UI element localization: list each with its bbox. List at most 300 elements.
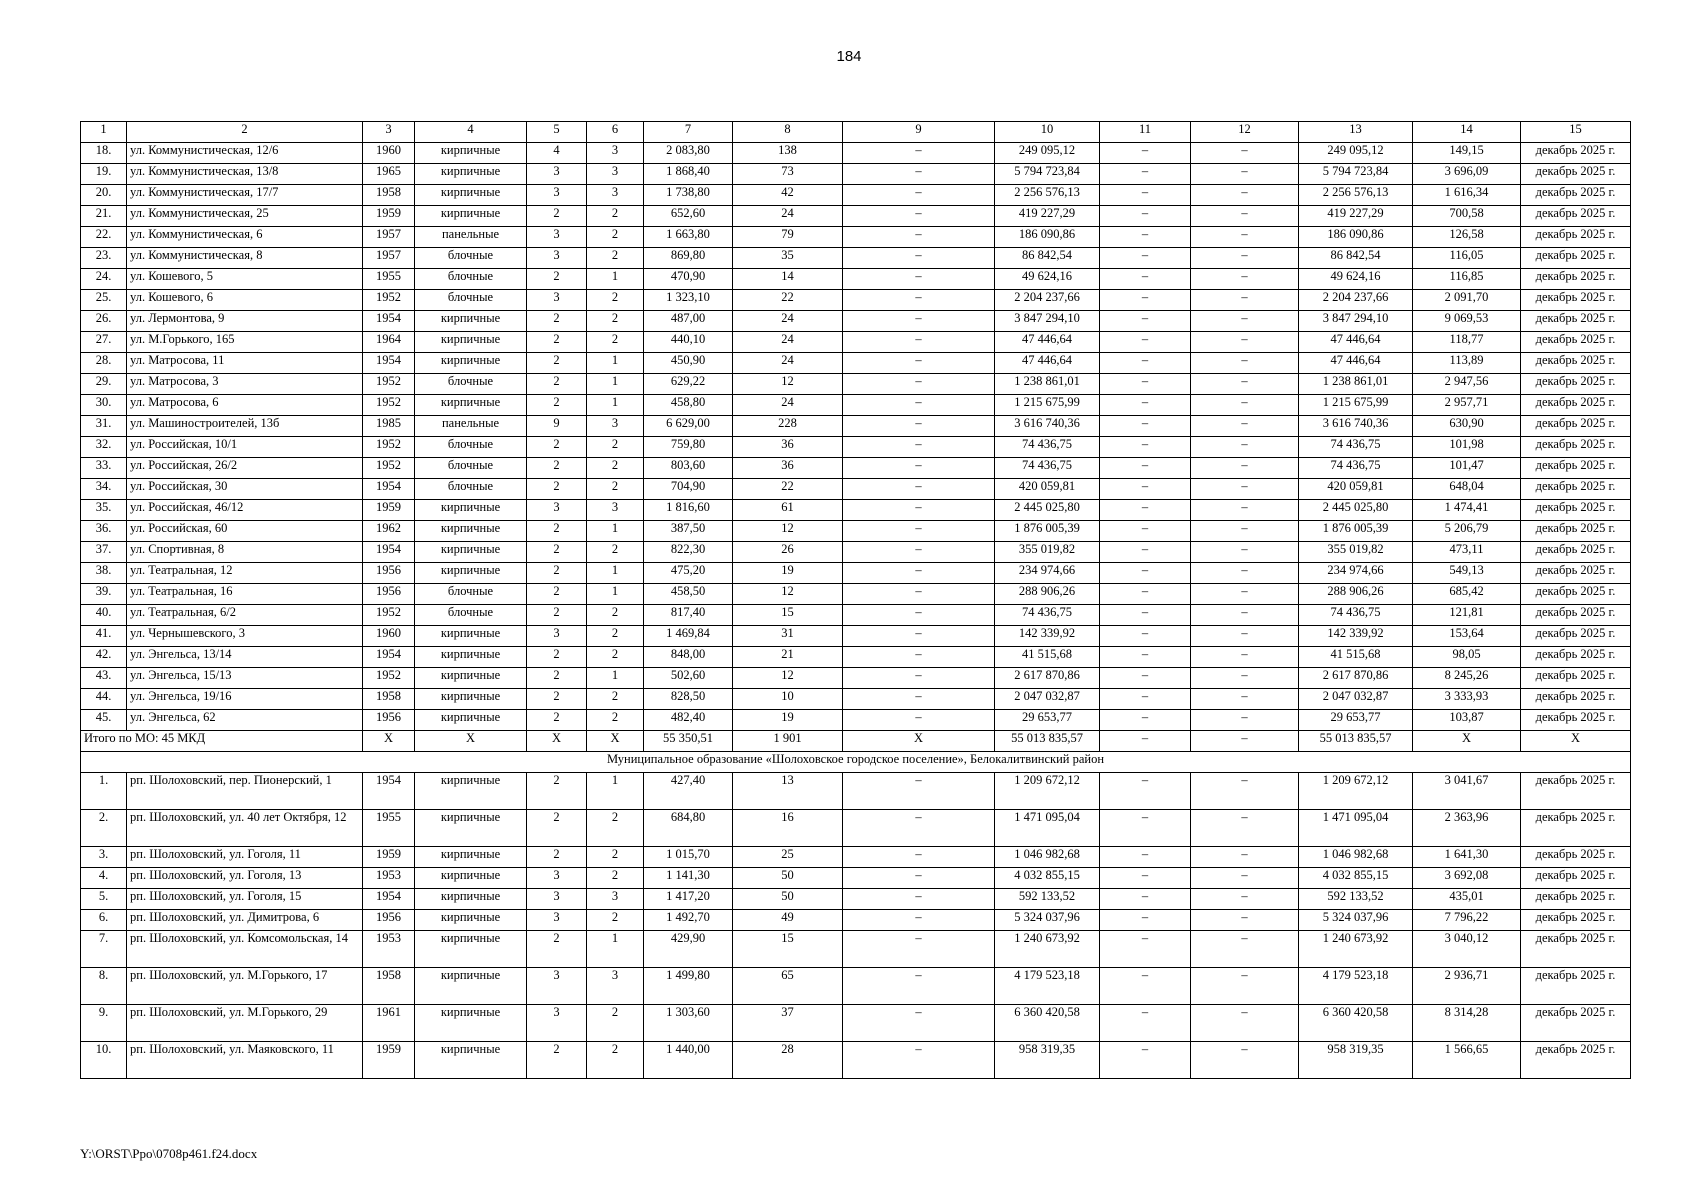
- table-cell: кирпичные: [415, 910, 527, 931]
- address-cell: ул. Коммунистическая, 25: [127, 206, 363, 227]
- table-cell: 2: [587, 1005, 644, 1042]
- table-cell: кирпичные: [415, 668, 527, 689]
- table-cell: –: [1100, 500, 1191, 521]
- table-cell: 38.: [81, 563, 127, 584]
- table-cell: 1 471 095,04: [995, 810, 1100, 847]
- table-cell: 487,00: [644, 311, 733, 332]
- table-cell: 2: [587, 847, 644, 868]
- table-cell: декабрь 2025 г.: [1521, 353, 1631, 374]
- table-cell: 1 141,30: [644, 868, 733, 889]
- address-cell: рп. Шолоховский, ул. М.Горького, 17: [127, 968, 363, 1005]
- table-cell: 8 245,26: [1413, 668, 1521, 689]
- table-cell: 759,80: [644, 437, 733, 458]
- table-cell: –: [1100, 542, 1191, 563]
- table-cell: 34.: [81, 479, 127, 500]
- address-cell: рп. Шолоховский, ул. М.Горького, 29: [127, 1005, 363, 1042]
- table-row: [81, 810, 1631, 847]
- address-cell: рп. Шолоховский, ул. Димитрова, 6: [127, 910, 363, 931]
- table-row: [81, 500, 1631, 521]
- table-cell: 6 360 420,58: [1299, 1005, 1413, 1042]
- table-cell: 138: [733, 143, 843, 164]
- table-row: [81, 143, 1631, 164]
- table-cell: –: [1191, 521, 1299, 542]
- column-number-header: 15: [1521, 122, 1631, 143]
- table-cell: –: [1100, 143, 1191, 164]
- table-cell: декабрь 2025 г.: [1521, 395, 1631, 416]
- table-cell: –: [843, 374, 995, 395]
- table-cell: 1954: [363, 479, 415, 500]
- table-cell: кирпичные: [415, 889, 527, 910]
- table-cell: 1 474,41: [1413, 500, 1521, 521]
- table-cell: 1956: [363, 910, 415, 931]
- total-cell: X: [527, 731, 587, 752]
- table-row: [81, 584, 1631, 605]
- table-cell: 20.: [81, 185, 127, 206]
- table-cell: 149,15: [1413, 143, 1521, 164]
- table-cell: –: [1100, 931, 1191, 968]
- total-cell: X: [415, 731, 527, 752]
- table-cell: 25: [733, 847, 843, 868]
- table-cell: 1 046 982,68: [995, 847, 1100, 868]
- table-cell: 74 436,75: [1299, 437, 1413, 458]
- table-cell: 1956: [363, 710, 415, 731]
- table-cell: 1959: [363, 847, 415, 868]
- table-cell: –: [1100, 689, 1191, 710]
- table-cell: 9 069,53: [1413, 311, 1521, 332]
- column-number-header: 1: [81, 122, 127, 143]
- table-cell: 36: [733, 458, 843, 479]
- table-cell: 7.: [81, 931, 127, 968]
- table-cell: 1 876 005,39: [995, 521, 1100, 542]
- table-cell: 1 641,30: [1413, 847, 1521, 868]
- table-cell: 44.: [81, 689, 127, 710]
- table-cell: –: [1100, 868, 1191, 889]
- table-cell: 1952: [363, 374, 415, 395]
- table-cell: 15: [733, 931, 843, 968]
- table-cell: 36.: [81, 521, 127, 542]
- table-cell: –: [1191, 395, 1299, 416]
- table-row: [81, 931, 1631, 968]
- column-number-header: 14: [1413, 122, 1521, 143]
- table-cell: –: [1100, 584, 1191, 605]
- address-cell: ул. Машиностроителей, 13б: [127, 416, 363, 437]
- table-cell: –: [1100, 437, 1191, 458]
- table-cell: –: [843, 810, 995, 847]
- table-cell: 420 059,81: [995, 479, 1100, 500]
- address-cell: ул. Российская, 46/12: [127, 500, 363, 521]
- table-cell: 42: [733, 185, 843, 206]
- table-cell: 1 240 673,92: [995, 931, 1100, 968]
- total-cell: X: [843, 731, 995, 752]
- column-number-header: 3: [363, 122, 415, 143]
- table-cell: декабрь 2025 г.: [1521, 889, 1631, 910]
- table-cell: –: [1191, 248, 1299, 269]
- table-cell: 186 090,86: [1299, 227, 1413, 248]
- table-cell: 1959: [363, 1042, 415, 1079]
- table-cell: 118,77: [1413, 332, 1521, 353]
- table-cell: –: [1100, 227, 1191, 248]
- table-row: [81, 605, 1631, 626]
- table-cell: 2: [527, 353, 587, 374]
- table-cell: –: [1191, 968, 1299, 1005]
- table-cell: –: [843, 290, 995, 311]
- table-cell: кирпичные: [415, 521, 527, 542]
- table-cell: –: [1191, 458, 1299, 479]
- table-cell: 24: [733, 332, 843, 353]
- table-cell: 6 360 420,58: [995, 1005, 1100, 1042]
- table-cell: 2: [527, 668, 587, 689]
- column-number-header: 13: [1299, 122, 1413, 143]
- table-cell: –: [843, 710, 995, 731]
- address-cell: ул. Театральная, 16: [127, 584, 363, 605]
- table-cell: 1958: [363, 185, 415, 206]
- table-cell: декабрь 2025 г.: [1521, 710, 1631, 731]
- table-cell: –: [1191, 185, 1299, 206]
- table-cell: 5 794 723,84: [1299, 164, 1413, 185]
- table-cell: 3: [527, 500, 587, 521]
- table-cell: –: [1100, 311, 1191, 332]
- section-header-row: [81, 752, 1631, 773]
- table-row: [81, 437, 1631, 458]
- table-cell: 630,90: [1413, 416, 1521, 437]
- table-cell: 234 974,66: [1299, 563, 1413, 584]
- table-cell: 1956: [363, 563, 415, 584]
- table-cell: 26.: [81, 311, 127, 332]
- table-cell: 15: [733, 605, 843, 626]
- table-cell: декабрь 2025 г.: [1521, 311, 1631, 332]
- table-cell: кирпичные: [415, 647, 527, 668]
- table-cell: 828,50: [644, 689, 733, 710]
- table-cell: 249 095,12: [995, 143, 1100, 164]
- table-cell: декабрь 2025 г.: [1521, 332, 1631, 353]
- table-cell: 31: [733, 626, 843, 647]
- table-cell: –: [1100, 248, 1191, 269]
- table-row: [81, 910, 1631, 931]
- table-cell: декабрь 2025 г.: [1521, 164, 1631, 185]
- table-cell: 2 445 025,80: [995, 500, 1100, 521]
- table-cell: –: [1191, 710, 1299, 731]
- table-cell: декабрь 2025 г.: [1521, 810, 1631, 847]
- address-cell: ул. М.Горького, 165: [127, 332, 363, 353]
- table-cell: 5.: [81, 889, 127, 910]
- table-cell: 3: [587, 185, 644, 206]
- table-cell: 288 906,26: [995, 584, 1100, 605]
- table-row: [81, 416, 1631, 437]
- table-cell: кирпичные: [415, 1005, 527, 1042]
- table-cell: 1 015,70: [644, 847, 733, 868]
- table-cell: 592 133,52: [1299, 889, 1413, 910]
- table-cell: 4: [527, 143, 587, 164]
- table-cell: кирпичные: [415, 710, 527, 731]
- table-cell: 35: [733, 248, 843, 269]
- table-cell: 18.: [81, 143, 127, 164]
- table-cell: –: [1100, 374, 1191, 395]
- table-cell: 45.: [81, 710, 127, 731]
- table-cell: –: [1100, 521, 1191, 542]
- table-cell: 10.: [81, 1042, 127, 1079]
- table-cell: 4 179 523,18: [1299, 968, 1413, 1005]
- table-cell: 86 842,54: [1299, 248, 1413, 269]
- address-cell: ул. Чернышевского, 3: [127, 626, 363, 647]
- table-cell: –: [1100, 910, 1191, 931]
- table-cell: –: [1100, 395, 1191, 416]
- table-cell: –: [1191, 889, 1299, 910]
- table-cell: 2: [587, 542, 644, 563]
- total-cell: –: [1191, 731, 1299, 752]
- table-cell: 1 238 861,01: [995, 374, 1100, 395]
- table-cell: панельные: [415, 227, 527, 248]
- table-cell: –: [843, 164, 995, 185]
- table-cell: 2: [587, 689, 644, 710]
- table-cell: 249 095,12: [1299, 143, 1413, 164]
- table-cell: 113,89: [1413, 353, 1521, 374]
- table-cell: –: [1191, 479, 1299, 500]
- address-cell: рп. Шолоховский, ул. Комсомольская, 14: [127, 931, 363, 968]
- table-cell: 16: [733, 810, 843, 847]
- address-cell: ул. Энгельса, 13/14: [127, 647, 363, 668]
- table-cell: 2: [587, 1042, 644, 1079]
- table-cell: 1955: [363, 810, 415, 847]
- table-cell: 1 240 673,92: [1299, 931, 1413, 968]
- table-cell: 2: [587, 458, 644, 479]
- table-cell: 1 209 672,12: [1299, 773, 1413, 810]
- table-cell: 1957: [363, 227, 415, 248]
- table-cell: 648,04: [1413, 479, 1521, 500]
- table-cell: декабрь 2025 г.: [1521, 185, 1631, 206]
- table-cell: 1 492,70: [644, 910, 733, 931]
- table-cell: 24: [733, 395, 843, 416]
- total-cell: X: [587, 731, 644, 752]
- table-cell: 10: [733, 689, 843, 710]
- table-cell: блочные: [415, 248, 527, 269]
- table-cell: 1960: [363, 143, 415, 164]
- table-cell: 3: [587, 143, 644, 164]
- table-cell: –: [1191, 773, 1299, 810]
- table-row: [81, 1005, 1631, 1042]
- table-cell: 1957: [363, 248, 415, 269]
- address-cell: ул. Коммунистическая, 6: [127, 227, 363, 248]
- table-cell: 37: [733, 1005, 843, 1042]
- table-cell: –: [1191, 542, 1299, 563]
- page-number: 184: [836, 48, 862, 65]
- table-cell: 4 032 855,15: [1299, 868, 1413, 889]
- table-cell: 1 238 861,01: [1299, 374, 1413, 395]
- table-cell: 3: [527, 164, 587, 185]
- total-cell: 55 350,51: [644, 731, 733, 752]
- table-cell: 5 794 723,84: [995, 164, 1100, 185]
- table-cell: 629,22: [644, 374, 733, 395]
- table-cell: 228: [733, 416, 843, 437]
- table-row: [81, 353, 1631, 374]
- table-cell: 1: [587, 773, 644, 810]
- table-cell: 1 323,10: [644, 290, 733, 311]
- section-title: Муниципальное образование «Шолоховское городское поселение», Белокалитвинский район: [81, 752, 1631, 773]
- table-cell: 28.: [81, 353, 127, 374]
- table-cell: 21: [733, 647, 843, 668]
- column-number-header: 9: [843, 122, 995, 143]
- table-cell: 1965: [363, 164, 415, 185]
- table-cell: декабрь 2025 г.: [1521, 458, 1631, 479]
- column-number-header: 5: [527, 122, 587, 143]
- table-cell: 2: [587, 626, 644, 647]
- column-number-header: 12: [1191, 122, 1299, 143]
- table-cell: 1: [587, 521, 644, 542]
- table-cell: 234 974,66: [995, 563, 1100, 584]
- address-cell: рп. Шолоховский, ул. Гоголя, 13: [127, 868, 363, 889]
- table-cell: –: [843, 773, 995, 810]
- table-cell: 2: [527, 395, 587, 416]
- table-cell: 3: [527, 1005, 587, 1042]
- table-cell: –: [843, 311, 995, 332]
- table-cell: 3 333,93: [1413, 689, 1521, 710]
- table-cell: 1954: [363, 647, 415, 668]
- table-row: [81, 889, 1631, 910]
- table-cell: 2: [587, 868, 644, 889]
- table-row: [81, 269, 1631, 290]
- header-row: [81, 122, 1631, 143]
- table-cell: 2: [587, 605, 644, 626]
- address-cell: ул. Коммунистическая, 17/7: [127, 185, 363, 206]
- table-cell: 822,30: [644, 542, 733, 563]
- address-cell: ул. Театральная, 6/2: [127, 605, 363, 626]
- table-cell: 2 957,71: [1413, 395, 1521, 416]
- table-cell: 869,80: [644, 248, 733, 269]
- table-cell: 2.: [81, 810, 127, 847]
- table-cell: 473,11: [1413, 542, 1521, 563]
- table-cell: 22.: [81, 227, 127, 248]
- table-row: [81, 458, 1631, 479]
- table-cell: 31.: [81, 416, 127, 437]
- table-cell: –: [1100, 847, 1191, 868]
- table-cell: декабрь 2025 г.: [1521, 416, 1631, 437]
- table-cell: 49 624,16: [995, 269, 1100, 290]
- table-cell: 652,60: [644, 206, 733, 227]
- table-cell: –: [843, 968, 995, 1005]
- table-cell: –: [1191, 353, 1299, 374]
- table-cell: 450,90: [644, 353, 733, 374]
- table-cell: 1 616,34: [1413, 185, 1521, 206]
- address-cell: ул. Кошевого, 5: [127, 269, 363, 290]
- column-number-header: 6: [587, 122, 644, 143]
- table-cell: 2 947,56: [1413, 374, 1521, 395]
- address-cell: рп. Шолоховский, пер. Пионерский, 1: [127, 773, 363, 810]
- table-cell: 186 090,86: [995, 227, 1100, 248]
- column-number-header: 11: [1100, 122, 1191, 143]
- table-cell: 121,81: [1413, 605, 1521, 626]
- table-cell: 2: [587, 437, 644, 458]
- table-row: [81, 374, 1631, 395]
- table-cell: 3: [587, 416, 644, 437]
- table-cell: декабрь 2025 г.: [1521, 290, 1631, 311]
- total-label: Итого по МО: 45 МКД: [81, 731, 363, 752]
- table-cell: –: [1100, 458, 1191, 479]
- table-cell: 13: [733, 773, 843, 810]
- table-cell: 1952: [363, 437, 415, 458]
- table-cell: 3: [527, 227, 587, 248]
- table-cell: 2: [527, 479, 587, 500]
- table-cell: –: [1191, 689, 1299, 710]
- table-cell: 1952: [363, 458, 415, 479]
- table-cell: –: [1191, 311, 1299, 332]
- table-cell: 355 019,82: [995, 542, 1100, 563]
- table-cell: –: [1191, 290, 1299, 311]
- table-cell: –: [1100, 889, 1191, 910]
- table-cell: 2: [587, 248, 644, 269]
- table-cell: 24: [733, 206, 843, 227]
- table-cell: 101,98: [1413, 437, 1521, 458]
- table-cell: кирпичные: [415, 1042, 527, 1079]
- table-cell: кирпичные: [415, 332, 527, 353]
- column-number-header: 10: [995, 122, 1100, 143]
- table-cell: –: [1191, 332, 1299, 353]
- table-cell: –: [1100, 773, 1191, 810]
- table-cell: 2: [587, 311, 644, 332]
- table-cell: 2: [587, 206, 644, 227]
- table-row: [81, 710, 1631, 731]
- table-cell: кирпичные: [415, 931, 527, 968]
- table-cell: 24: [733, 311, 843, 332]
- table-cell: 803,60: [644, 458, 733, 479]
- table-cell: декабрь 2025 г.: [1521, 143, 1631, 164]
- table-cell: кирпичные: [415, 689, 527, 710]
- table-cell: –: [843, 416, 995, 437]
- table-cell: 458,50: [644, 584, 733, 605]
- table-cell: кирпичные: [415, 773, 527, 810]
- table-cell: 41.: [81, 626, 127, 647]
- table-cell: декабрь 2025 г.: [1521, 521, 1631, 542]
- table-cell: 704,90: [644, 479, 733, 500]
- table-cell: –: [843, 626, 995, 647]
- table-cell: 2: [587, 910, 644, 931]
- table-cell: 2 617 870,86: [995, 668, 1100, 689]
- column-number-header: 7: [644, 122, 733, 143]
- table-cell: 2 047 032,87: [1299, 689, 1413, 710]
- table-cell: –: [1191, 1042, 1299, 1079]
- table-cell: –: [1191, 605, 1299, 626]
- table-cell: 1952: [363, 668, 415, 689]
- table-cell: 420 059,81: [1299, 479, 1413, 500]
- total-cell: 55 013 835,57: [1299, 731, 1413, 752]
- table-cell: –: [843, 542, 995, 563]
- address-cell: ул. Российская, 26/2: [127, 458, 363, 479]
- table-cell: 1954: [363, 889, 415, 910]
- table-cell: –: [1191, 1005, 1299, 1042]
- table-cell: –: [843, 689, 995, 710]
- address-cell: ул. Коммунистическая, 12/6: [127, 143, 363, 164]
- table-cell: 2: [527, 206, 587, 227]
- address-cell: ул. Коммунистическая, 8: [127, 248, 363, 269]
- table-cell: 43.: [81, 668, 127, 689]
- table-cell: –: [843, 206, 995, 227]
- table-cell: –: [1100, 563, 1191, 584]
- table-cell: 41 515,68: [1299, 647, 1413, 668]
- table-cell: 2: [587, 290, 644, 311]
- total-row: [81, 731, 1631, 752]
- table-cell: 40.: [81, 605, 127, 626]
- table-cell: кирпичные: [415, 395, 527, 416]
- footer-file-path: Y:\ORST\Ppo\0708p461.f24.docx: [80, 1146, 258, 1161]
- table-cell: 1 816,60: [644, 500, 733, 521]
- table-cell: кирпичные: [415, 164, 527, 185]
- table-cell: 5 324 037,96: [1299, 910, 1413, 931]
- table-cell: –: [1100, 968, 1191, 1005]
- table-cell: 549,13: [1413, 563, 1521, 584]
- table-cell: –: [843, 248, 995, 269]
- table-cell: 2: [527, 689, 587, 710]
- table-cell: 12: [733, 521, 843, 542]
- table-cell: кирпичные: [415, 143, 527, 164]
- table-cell: 1 417,20: [644, 889, 733, 910]
